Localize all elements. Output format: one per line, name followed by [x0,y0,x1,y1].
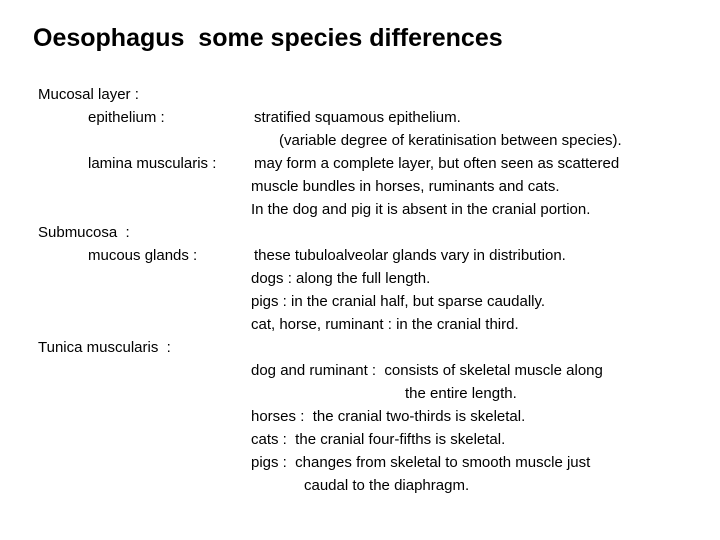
epithelium-label: epithelium : [88,109,165,126]
mucous-glands-label: mucous glands : [88,247,198,264]
tunica-text-line: cats : the cranial four-fifths is skeletal. [251,431,506,448]
epithelium-text-line: stratified squamous epithelium. [254,109,461,126]
page-title: Oesophagus some species differences [33,24,503,52]
tunica-text-line: caudal to the diaphragm. [304,477,470,494]
tunica-text-line: dog and ruminant : consists of skeletal muscle along [251,362,603,379]
epithelium-text-line: (variable degree of keratinisation between species). [279,132,622,149]
tunica-muscularis-heading: Tunica muscularis : [38,339,171,356]
mucosal-heading: Mucosal layer : [38,86,139,103]
glands-text-line: cat, horse, ruminant : in the cranial third. [251,316,519,333]
lamina-text-line: muscle bundles in horses, ruminants and cats. [251,178,560,195]
tunica-text-line: the entire length. [405,385,517,402]
lamina-text-line: may form a complete layer, but often seen as scattered [254,155,620,172]
tunica-text-line: horses : the cranial two-thirds is skeletal. [251,408,526,425]
tunica-text-line: pigs : changes from skeletal to smooth muscle just [251,454,591,471]
lamina-muscularis-label: lamina muscularis : [88,155,217,172]
glands-text-line: these tubuloalveolar glands vary in distribution. [254,247,566,264]
glands-text-line: pigs : in the cranial half, but sparse caudally. [251,293,546,310]
glands-text-line: dogs : along the full length. [251,270,431,287]
submucosa-heading: Submucosa : [38,224,130,241]
lamina-text-line: In the dog and pig it is absent in the cranial portion. [251,201,591,218]
